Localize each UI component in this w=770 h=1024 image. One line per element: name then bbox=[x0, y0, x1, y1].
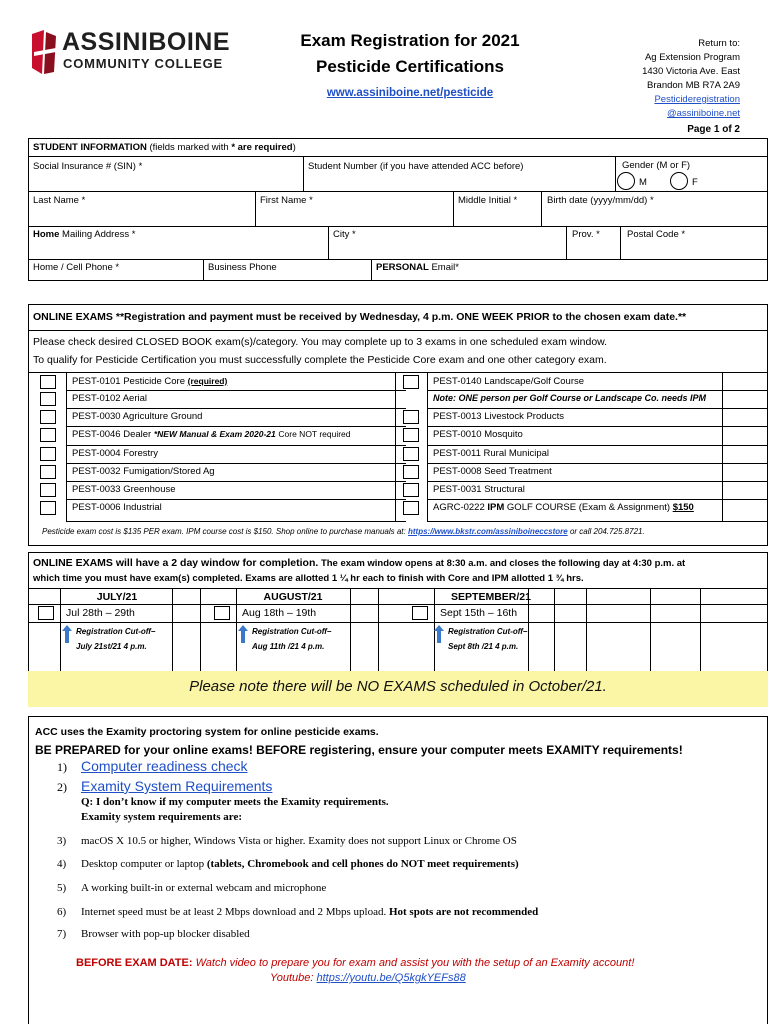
exam-option: PEST-0033 Greenhouse bbox=[72, 484, 176, 495]
window-bold: ONLINE EXAMS will have a 2 day window for completion. bbox=[33, 557, 319, 569]
exam-checkbox-left[interactable] bbox=[40, 447, 56, 461]
month-checkbox[interactable] bbox=[38, 606, 54, 620]
divider bbox=[28, 604, 768, 605]
cost-note-tail: or call 204.725.8721. bbox=[569, 527, 645, 536]
divider bbox=[66, 499, 406, 500]
exam-option: PEST-0010 Mosquito bbox=[433, 429, 523, 440]
divider bbox=[66, 445, 406, 446]
youtube-link[interactable]: https://youtu.be/Q5kgkYEFs88 bbox=[316, 972, 466, 984]
city-field[interactable]: City * bbox=[333, 229, 356, 240]
divider bbox=[427, 408, 768, 409]
window-rest: The exam window opens at 8:30 a.m. and closes the following day at 4:30 p.m. at bbox=[320, 558, 686, 569]
month-dates: Aug 18th – 19th bbox=[242, 607, 317, 619]
sin-field[interactable]: Social Insurance # (SIN) * bbox=[33, 161, 143, 172]
divider bbox=[350, 588, 351, 671]
divider bbox=[427, 390, 768, 391]
divider bbox=[427, 481, 768, 482]
no-exams-notice: Please note there will be NO EXAMS scheduled in October/21. bbox=[28, 671, 768, 707]
college-name: ASSINIBOINE bbox=[62, 28, 231, 56]
up-arrow-icon bbox=[62, 625, 72, 643]
divider bbox=[66, 521, 406, 522]
month-checkbox[interactable] bbox=[412, 606, 428, 620]
exam-checkbox-right[interactable] bbox=[403, 447, 419, 461]
divider bbox=[203, 259, 204, 281]
window-line2: which time you must have exam(s) completed. Exams are allotted 1 ¼ hr each to finish with Core and IPM allotted 1 ¾ hrs. bbox=[33, 573, 584, 584]
exam-option: PEST-0101 Pesticide Core (required) bbox=[72, 376, 228, 387]
heading-note-required: * are required bbox=[231, 142, 293, 153]
examity-intro: ACC uses the Examity proctoring system for online pesticide exams. bbox=[35, 726, 379, 738]
gender-f-label: F bbox=[692, 177, 698, 188]
email-rest: Email* bbox=[431, 262, 459, 273]
requirements-heading: Examity system requirements are: bbox=[81, 811, 242, 823]
divider bbox=[566, 226, 567, 259]
system-requirements-link[interactable]: Examity System Requirements bbox=[81, 778, 273, 794]
divider bbox=[700, 588, 701, 671]
exam-checkbox-left[interactable] bbox=[40, 483, 56, 497]
return-line: Brandon MB R7A 2A9 bbox=[647, 80, 740, 91]
requirement-item: A working built-in or external webcam and microphone bbox=[81, 882, 327, 894]
divider bbox=[650, 588, 651, 671]
divider bbox=[28, 259, 768, 260]
student-info-heading bbox=[33, 142, 296, 153]
online-exams-heading bbox=[33, 311, 686, 323]
divider bbox=[28, 226, 768, 227]
gender-m-radio[interactable] bbox=[617, 172, 635, 190]
divider bbox=[395, 372, 396, 521]
heading-note-end: ) bbox=[292, 142, 296, 153]
gender-f-radio[interactable] bbox=[670, 172, 688, 190]
birth-date-field[interactable]: Birth date (yyyy/mm/dd) * bbox=[547, 195, 654, 206]
req-number: 1) bbox=[57, 760, 67, 774]
heading-text: STUDENT INFORMATION bbox=[33, 142, 147, 153]
return-label: Return to: bbox=[698, 38, 740, 49]
month-checkbox[interactable] bbox=[214, 606, 230, 620]
divider bbox=[554, 588, 555, 671]
divider bbox=[378, 588, 379, 671]
exam-option: AGRC-0222 IPM GOLF COURSE (Exam & Assignment) $150 bbox=[433, 502, 694, 513]
form-title: Exam Registration for 2021 bbox=[300, 31, 520, 50]
exam-checkbox-left[interactable] bbox=[40, 501, 56, 515]
divider bbox=[28, 330, 768, 331]
exam-option: PEST-0046 Dealer *NEW Manual & Exam 2020-21 Core NOT required bbox=[72, 429, 351, 440]
youtube-label: Youtube: bbox=[270, 972, 314, 984]
exam-option: PEST-0004 Forestry bbox=[72, 448, 159, 459]
youtube-line bbox=[270, 972, 466, 984]
divider bbox=[66, 390, 406, 391]
month-dates: Jul 28th – 29th bbox=[66, 607, 135, 619]
cutoff-text: Registration Cut-off– bbox=[252, 627, 332, 636]
exam-checkbox-right[interactable] bbox=[403, 375, 419, 389]
month-header: JULY/21 bbox=[96, 591, 138, 603]
cutoff-date: Sept 8th /21 4 p.m. bbox=[448, 642, 519, 651]
divider bbox=[586, 588, 587, 671]
divider bbox=[427, 372, 428, 521]
email-bold: PERSONAL bbox=[376, 262, 429, 273]
req-number: 2) bbox=[57, 780, 67, 794]
bookstore-link[interactable]: https://www.bkstr.com/assiniboineccstore bbox=[407, 527, 568, 536]
exam-checkbox-left[interactable] bbox=[40, 375, 56, 389]
divider bbox=[200, 588, 201, 671]
exam-option: PEST-0008 Seed Treatment bbox=[433, 466, 552, 477]
exam-checkbox-right[interactable] bbox=[403, 428, 419, 442]
divider bbox=[28, 372, 768, 373]
home-bold: Home bbox=[33, 229, 60, 240]
up-arrow-icon bbox=[238, 625, 248, 643]
page-number: Page 1 of 2 bbox=[687, 124, 740, 135]
form-subtitle: Pesticide Certifications bbox=[315, 57, 504, 76]
exam-option: PEST-0102 Aerial bbox=[72, 393, 147, 404]
exam-checkbox-left[interactable] bbox=[40, 428, 56, 442]
exam-option: PEST-0011 Rural Municipal bbox=[433, 448, 549, 459]
website-link[interactable]: www.assiniboine.net/pesticide bbox=[326, 87, 494, 99]
months-table bbox=[28, 552, 768, 671]
divider bbox=[66, 408, 406, 409]
return-line: Ag Extension Program bbox=[644, 52, 740, 63]
req-number: 4) bbox=[57, 858, 67, 870]
requirement-item: Internet speed must be at least 2 Mbps download and 2 Mbps upload. Hot spots are not recommended bbox=[81, 906, 539, 918]
exam-option: PEST-0140 Landscape/Golf Course bbox=[433, 376, 585, 387]
exam-option: PEST-0032 Fumigation/Stored Ag bbox=[72, 466, 215, 477]
exam-option: PEST-0013 Livestock Products bbox=[433, 411, 564, 422]
home-phone-field[interactable]: Home / Cell Phone * bbox=[33, 262, 120, 273]
divider bbox=[303, 156, 304, 191]
cutoff-date: July 21st/21 4 p.m. bbox=[76, 642, 147, 651]
exam-checkbox-right[interactable] bbox=[403, 410, 419, 424]
divider bbox=[66, 481, 406, 482]
first-name-field[interactable]: First Name * bbox=[260, 195, 313, 206]
divider bbox=[66, 426, 406, 427]
home-address-field[interactable] bbox=[33, 229, 135, 240]
divider bbox=[255, 191, 256, 226]
divider bbox=[620, 226, 621, 259]
exam-checkbox-right[interactable] bbox=[403, 501, 419, 515]
divider bbox=[427, 499, 768, 500]
divider bbox=[427, 463, 768, 464]
last-name-field[interactable]: Last Name * bbox=[33, 195, 86, 206]
divider bbox=[28, 622, 768, 623]
examity-warning: BE PREPARED for your online exams! BEFORE registering, ensure your computer meets EXAMITY requirements! bbox=[35, 743, 683, 757]
middle-initial-field[interactable]: Middle Initial * bbox=[458, 195, 518, 206]
before-bold: BEFORE EXAM DATE: bbox=[76, 957, 193, 969]
month-dates: Sept 15th – 16th bbox=[440, 607, 518, 619]
req-number: 6) bbox=[57, 906, 67, 918]
exam-checkbox-right[interactable] bbox=[403, 465, 419, 479]
divider bbox=[328, 226, 329, 259]
golf-note: Note: ONE person per Golf Course or Landscape Co. needs IPM bbox=[433, 393, 707, 403]
divider bbox=[28, 588, 768, 589]
divider bbox=[371, 259, 372, 281]
divider bbox=[427, 426, 768, 427]
divider bbox=[722, 372, 723, 521]
divider bbox=[28, 191, 768, 192]
cutoff-text: Registration Cut-off– bbox=[76, 627, 156, 636]
email-field[interactable] bbox=[376, 262, 459, 273]
exam-instruction: To qualify for Pesticide Certification you must successfully complete the Pesticide Core exam and one other category exam. bbox=[33, 354, 607, 366]
month-header: AUGUST/21 bbox=[263, 591, 323, 603]
question-text: Q: I don’t know if my computer meets the Examity requirements. bbox=[81, 796, 389, 808]
province-field[interactable]: Prov. * bbox=[572, 229, 600, 240]
exam-checkbox-left[interactable] bbox=[40, 465, 56, 479]
return-address bbox=[600, 37, 740, 121]
return-email-link[interactable]: @assiniboine.net bbox=[666, 108, 740, 119]
exam-checkbox-left[interactable] bbox=[40, 392, 56, 406]
req-number: 7) bbox=[57, 928, 67, 940]
gender-label: Gender (M or F) bbox=[622, 160, 691, 171]
cost-note bbox=[42, 527, 645, 536]
exams-heading-text: ONLINE EXAMS bbox=[33, 311, 113, 323]
exam-checkbox-right[interactable] bbox=[403, 483, 419, 497]
heading-note: (fields marked with bbox=[149, 142, 229, 153]
divider bbox=[427, 521, 768, 522]
divider bbox=[453, 191, 454, 226]
exam-checkbox-left[interactable] bbox=[40, 410, 56, 424]
divider bbox=[66, 463, 406, 464]
exam-option: PEST-0030 Agriculture Ground bbox=[72, 411, 203, 422]
divider bbox=[615, 156, 616, 191]
divider bbox=[66, 372, 67, 521]
cutoff-text: Registration Cut-off– bbox=[448, 627, 528, 636]
divider bbox=[28, 156, 768, 157]
college-subtitle: COMMUNITY COLLEGE bbox=[63, 56, 223, 71]
student-number-field[interactable]: Student Number (if you have attended ACC before) bbox=[308, 161, 524, 172]
cutoff-date: Aug 11th /21 4 p.m. bbox=[252, 642, 325, 651]
divider bbox=[541, 191, 542, 226]
readiness-check-link[interactable]: Computer readiness check bbox=[81, 758, 248, 774]
requirement-item: Desktop computer or laptop (tablets, Chromebook and cell phones do NOT meet requirements) bbox=[81, 858, 519, 870]
req-number: 5) bbox=[57, 882, 67, 894]
requirement-item: Browser with pop-up blocker disabled bbox=[81, 928, 250, 940]
exam-instruction: Please check desired CLOSED BOOK exam(s)/category. You may complete up to 3 exams in one scheduled exam window. bbox=[33, 336, 608, 348]
home-rest: Mailing Address * bbox=[62, 229, 136, 240]
exam-option: PEST-0031 Structural bbox=[433, 484, 525, 495]
business-phone-field[interactable]: Business Phone bbox=[208, 262, 277, 273]
up-arrow-icon bbox=[434, 625, 444, 643]
return-email-link[interactable]: Pesticideregistration bbox=[654, 94, 740, 105]
req-number: 3) bbox=[57, 835, 67, 847]
before-rest: Watch video to prepare you for exam and assist you with the setup of an Examity account! bbox=[195, 957, 635, 969]
exams-heading-note: **Registration and payment must be received by Wednesday, 4 p.m. ONE WEEK PRIOR to the chosen exam date.** bbox=[115, 311, 687, 323]
gender-m-label: M bbox=[639, 177, 647, 188]
requirement-item: macOS X 10.5 or higher, Windows Vista or higher. Examity does not support Linux or Chrome OS bbox=[81, 835, 517, 847]
month-header: SEPTEMBER/21 bbox=[451, 591, 531, 603]
return-line: 1430 Victoria Ave. East bbox=[642, 66, 740, 77]
divider bbox=[427, 445, 768, 446]
cost-note-text: Pesticide exam cost is $135 PER exam. IPM course cost is $150. Shop online to purchase manuals at: bbox=[42, 527, 406, 536]
postal-code-field[interactable]: Postal Code * bbox=[627, 229, 686, 240]
before-exam-note bbox=[76, 957, 634, 969]
exam-option: PEST-0006 Industrial bbox=[72, 502, 162, 513]
